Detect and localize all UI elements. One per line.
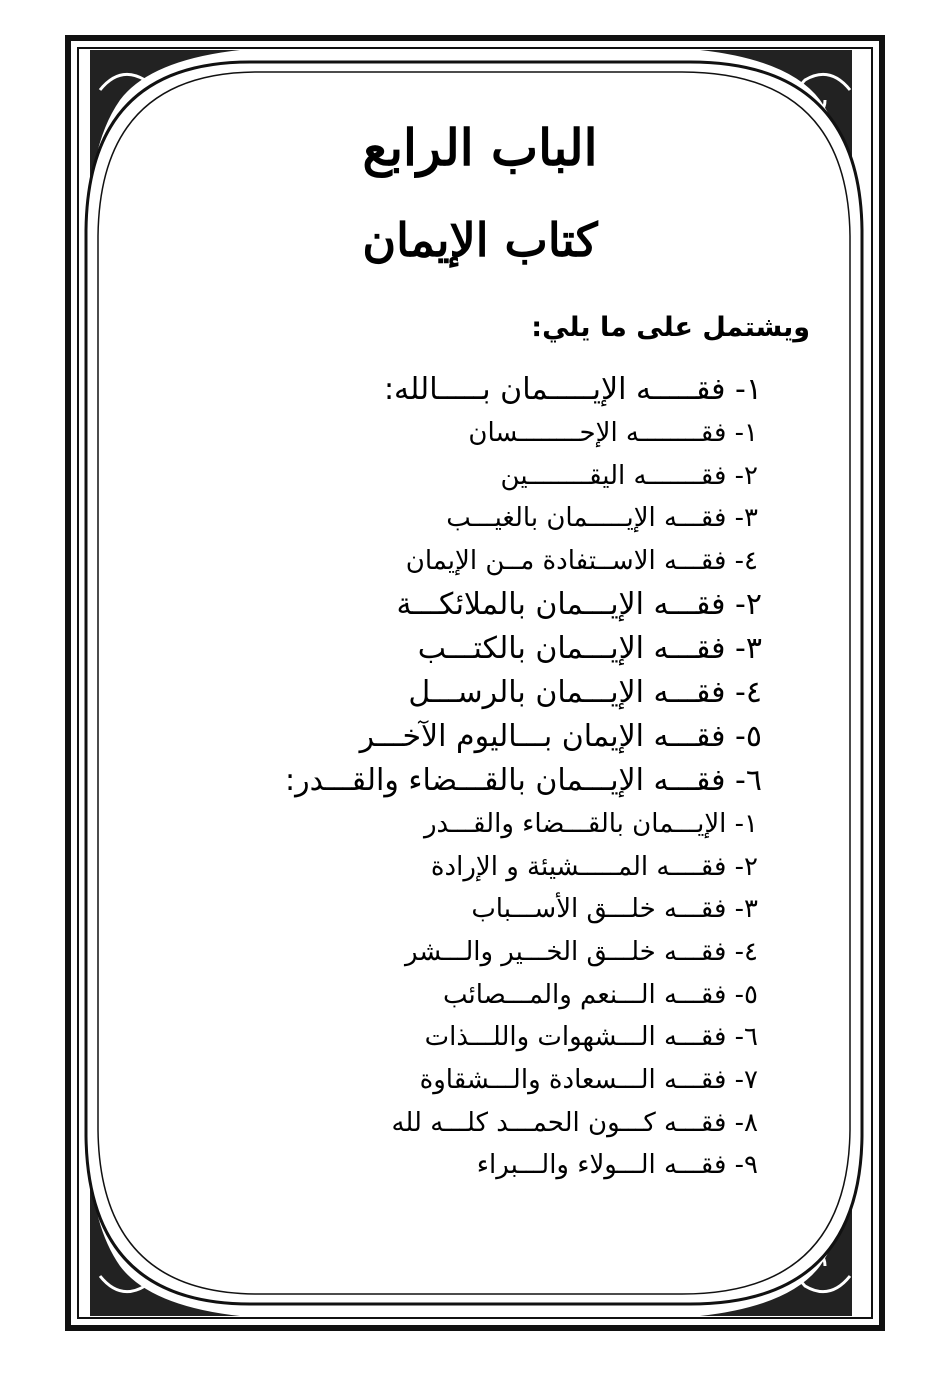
toc-subsection-item: ٦- فقـــه الـــشهوات واللـــذات — [424, 1022, 758, 1053]
toc-subsection-item: ٣- فقـــه خلـــق الأســـباب — [471, 894, 758, 925]
toc-subsection-item: ١- فقــــــــه الإحــــــــسان — [468, 418, 758, 448]
toc-section-item: ٢- فقـــه الإيـــمان بالملائكـــة — [396, 586, 762, 622]
toc-section-item: ٣- فقـــه الإيـــمان بالكتـــب — [417, 630, 762, 666]
page-content — [150, 100, 810, 1280]
toc-section-item: ٦- فقـــه الإيـــمان بالقـــضاء والقـــدر: — [284, 762, 762, 798]
toc-subsection-item: ٥- فقـــه الـــنعم والمـــصائب — [442, 979, 758, 1010]
chapter-title: الباب الرابع — [362, 118, 598, 177]
toc-section-item: ١- فقـــــه الإيـــــمان بـــــالله: — [383, 372, 762, 407]
intro-line: ويشتمل على ما يلي: — [531, 312, 810, 343]
toc-subsection-item: ٢- فقــــه المـــــشيئة و الإرادة — [430, 851, 758, 882]
toc-subsection-item: ٧- فقـــه الـــسعادة والـــشقاوة — [419, 1065, 758, 1096]
toc-subsection-item: ٤- فقـــه خلـــق الخـــير والـــشر — [404, 936, 758, 967]
toc-section-item: ٥- فقـــه الإيمان بـــاليوم الآخـــر — [359, 718, 762, 754]
toc-subsection-item: ٤- فقـــه الاســتفادة مــن الإيمان — [405, 546, 758, 577]
toc-section-item: ٤- فقـــه الإيـــمان بالرســـل — [408, 674, 762, 710]
toc-subsection-item: ٣- فقـــه الإيـــــمان بالغيـــب — [446, 503, 758, 534]
toc-subsection-item: ٨- فقـــه كـــون الحمـــد كلـــه لله — [391, 1107, 758, 1138]
contents-list — [150, 368, 810, 1187]
book-title: كتاب الإيمان — [362, 213, 598, 267]
toc-subsection-item: ١- الإيـــمان بالقـــضاء والقـــدر — [423, 808, 758, 839]
toc-subsection-item: ٢- فقـــــــه اليقــــــــين — [500, 460, 758, 491]
toc-subsection-item: ٩- فقـــه الـــولاء والـــبراء — [476, 1150, 758, 1181]
